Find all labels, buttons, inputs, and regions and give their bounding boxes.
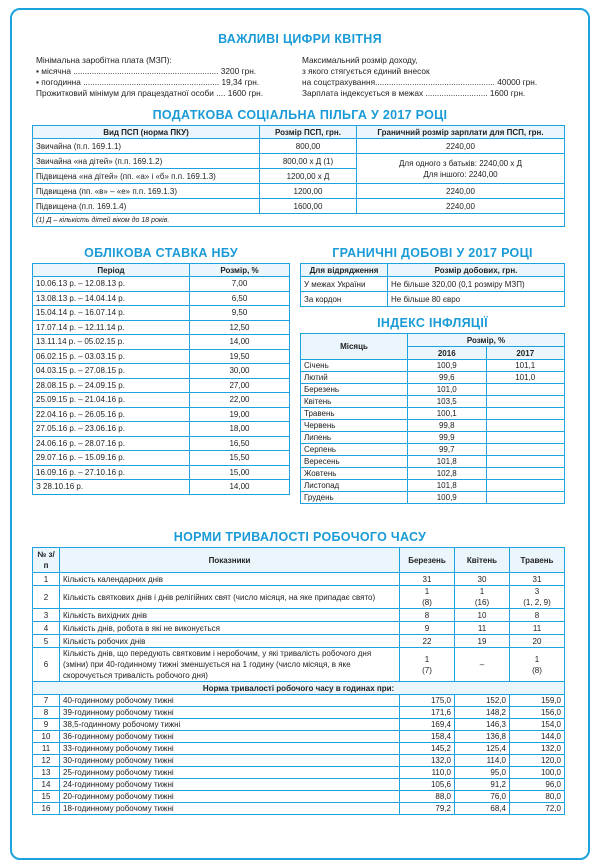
table-row	[301, 277, 565, 292]
table-cell	[486, 492, 565, 504]
table-row	[33, 480, 290, 495]
table-row	[33, 791, 565, 803]
table-cell: 14,00	[190, 480, 290, 495]
table-cell	[486, 468, 565, 480]
table-row	[301, 432, 565, 444]
tax-footnote: (1) Д – кількість дітей віком до 18 років.	[33, 214, 565, 227]
key-right-line: на соцстрахування.................................................... 40000 грн.	[302, 77, 538, 87]
table-cell: 19	[455, 635, 510, 648]
key-right-line: Максимальний розмір доходу,	[302, 55, 418, 65]
table-cell: 16	[33, 803, 60, 815]
table-cell: Серпень	[301, 444, 408, 456]
table-cell: 76,0	[455, 791, 510, 803]
table-cell: 9	[400, 622, 455, 635]
table-cell: 29.07.16 р. – 15.09.16 р.	[33, 451, 190, 466]
table-cell: Грудень	[301, 492, 408, 504]
table-row	[301, 360, 565, 372]
table-cell: У межах України	[301, 277, 388, 292]
table-row	[33, 451, 290, 466]
table-cell: 101,1	[486, 360, 565, 372]
table-cell: 13.08.13 р. – 14.04.14 р.	[33, 291, 190, 306]
table-cell: 101,8	[408, 456, 487, 468]
table-row	[33, 199, 565, 214]
table-row	[33, 743, 565, 755]
column-header: Розмір добових, грн.	[388, 264, 565, 277]
table-cell: 13	[33, 767, 60, 779]
table-cell: 06.02.15 р. – 03.03.15 р.	[33, 349, 190, 364]
table-row	[33, 609, 565, 622]
table-cell: 132,0	[400, 755, 455, 767]
table-cell: 100,1	[408, 408, 487, 420]
table-cell: Березень	[301, 384, 408, 396]
table-cell: 800,00	[260, 139, 357, 154]
column-header: Розмір ПСП, грн.	[260, 126, 357, 139]
table-cell: 38,5-годинному робочому тижні	[60, 719, 400, 731]
table-cell: 79,2	[400, 803, 455, 815]
column-header: № з/п	[33, 548, 60, 573]
table-row	[33, 291, 290, 306]
table-cell	[486, 384, 565, 396]
table-cell: 11	[33, 743, 60, 755]
table-row	[33, 755, 565, 767]
table-row	[301, 292, 565, 307]
table-row	[33, 648, 565, 682]
table-row	[301, 468, 565, 480]
key-figures-title: ВАЖЛИВІ ЦИФРИ КВІТНЯ	[218, 32, 382, 46]
table-cell: 11	[510, 622, 565, 635]
table-cell: 1 (7)	[400, 648, 455, 682]
table-cell: 31	[510, 573, 565, 586]
column-header: Показники	[60, 548, 400, 573]
table-cell: 24-годинному робочому тижні	[60, 779, 400, 791]
table-row	[301, 420, 565, 432]
table-cell: Квітень	[301, 396, 408, 408]
table-cell: 152,0	[455, 695, 510, 707]
table-cell: 101,0	[486, 372, 565, 384]
table-cell: 68,4	[455, 803, 510, 815]
table-row	[33, 277, 290, 292]
table-row	[301, 384, 565, 396]
inflation-table	[300, 333, 565, 504]
table-cell: 18,00	[190, 422, 290, 437]
table-cell: 100,9	[408, 492, 487, 504]
merged-limit-line: Для іншого: 2240,00	[423, 169, 498, 179]
table-cell: 146,3	[455, 719, 510, 731]
table-row	[33, 635, 565, 648]
table-row	[33, 154, 565, 169]
table-cell: Не більше 80 євро	[388, 292, 565, 307]
table-cell: 04.03.15 р. – 27.08.15 р.	[33, 364, 190, 379]
table-cell: 101,8	[408, 480, 487, 492]
table-cell: 4	[33, 622, 60, 635]
table-cell: 14,00	[190, 335, 290, 350]
table-cell: 72,0	[510, 803, 565, 815]
table-cell: 120,0	[510, 755, 565, 767]
table-row	[33, 335, 290, 350]
table-cell	[486, 432, 565, 444]
key-right-line: Зарплата індексується в межах ........................... 1600 грн.	[302, 88, 526, 98]
table-cell: 13.11.14 р. – 05.02.15 р.	[33, 335, 190, 350]
table-row	[33, 184, 565, 199]
nbu-rate-table	[32, 263, 290, 495]
table-cell: 18-годинному робочому тижні	[60, 803, 400, 815]
table-cell: Травень	[301, 408, 408, 420]
table-cell: Жовтень	[301, 468, 408, 480]
table-cell: 1200,00	[260, 184, 357, 199]
table-row	[33, 707, 565, 719]
table-cell: 16,50	[190, 436, 290, 451]
table-cell	[486, 396, 565, 408]
table-cell: 8	[510, 609, 565, 622]
column-header: Розмір, %	[408, 334, 565, 347]
merged-limit-line: Для одного з батьків: 2240,00 х Д	[398, 158, 522, 168]
key-right-line: з якого стягується єдиний внесок	[302, 66, 430, 76]
table-cell: 169,4	[400, 719, 455, 731]
table-cell: 101,0	[408, 384, 487, 396]
table-cell: 30,00	[190, 364, 290, 379]
table-cell: 33-годинному робочому тижні	[60, 743, 400, 755]
table-cell: 40-годинному робочому тижні	[60, 695, 400, 707]
tax-benefit-table	[32, 125, 565, 227]
column-header: Період	[33, 264, 190, 277]
table-cell: Кількість днів, робота в які не виконується	[60, 622, 400, 635]
table-row	[33, 436, 290, 451]
table-cell: 1200,00 х Д	[260, 169, 357, 184]
column-header: Місяць	[301, 334, 408, 360]
table-cell: –	[455, 648, 510, 682]
table-cell: 25-годинному робочому тижні	[60, 767, 400, 779]
table-cell: 95,0	[455, 767, 510, 779]
table-cell: 3	[33, 609, 60, 622]
table-cell: 20-годинному робочому тижні	[60, 791, 400, 803]
table-cell	[486, 420, 565, 432]
table-cell: 15,00	[190, 465, 290, 480]
table-cell: 99,6	[408, 372, 487, 384]
table-cell: Листопад	[301, 480, 408, 492]
table-cell: 91,2	[455, 779, 510, 791]
table-cell: 80,0	[510, 791, 565, 803]
table-cell: 12	[33, 755, 60, 767]
table-row	[33, 731, 565, 743]
table-cell: 7,00	[190, 277, 290, 292]
table-cell: 24.06.16 р. – 28.07.16 р.	[33, 436, 190, 451]
table-cell: 88,0	[400, 791, 455, 803]
table-cell: 5	[33, 635, 60, 648]
table-row	[301, 492, 565, 504]
table-cell: 36-годинному робочому тижні	[60, 731, 400, 743]
table-cell: Кількість робочих днів	[60, 635, 400, 648]
table-row	[33, 586, 565, 609]
table-row	[301, 456, 565, 468]
table-cell: 99,9	[408, 432, 487, 444]
table-cell: 1600,00	[260, 199, 357, 214]
table-cell: За кордон	[301, 292, 388, 307]
table-cell	[486, 480, 565, 492]
table-row	[33, 779, 565, 791]
table-row	[33, 767, 565, 779]
table-cell: 10.06.13 р. – 12.08.13 р.	[33, 277, 190, 292]
table-row	[301, 408, 565, 420]
table-row	[33, 393, 290, 408]
table-cell: 144,0	[510, 731, 565, 743]
table-cell: 22,00	[190, 393, 290, 408]
table-cell: 1	[33, 573, 60, 586]
table-cell: 159,0	[510, 695, 565, 707]
table-cell: 25.09.15 р. – 21.04.16 р.	[33, 393, 190, 408]
table-cell: 27,00	[190, 378, 290, 393]
table-row	[33, 465, 290, 480]
table-row	[33, 320, 290, 335]
table-cell: 2240,00	[357, 199, 565, 214]
table-cell: 16.09.16 р. – 27.10.16 р.	[33, 465, 190, 480]
table-cell: Підвищена (пп. «в» – «е» п.п. 169.1.3)	[33, 184, 260, 199]
table-cell: 20	[510, 635, 565, 648]
table-cell: 99,7	[408, 444, 487, 456]
table-cell: 2240,00	[357, 139, 565, 154]
table-cell: 154,0	[510, 719, 565, 731]
table-cell: Липень	[301, 432, 408, 444]
table-cell: 6,50	[190, 291, 290, 306]
column-header: Розмір, %	[190, 264, 290, 277]
table-cell: 96,0	[510, 779, 565, 791]
table-cell: 148,2	[455, 707, 510, 719]
table-row	[33, 719, 565, 731]
key-left-line: ▪ погодинна ........................................................... 19,34 грн.	[36, 77, 260, 87]
table-cell: 110,0	[400, 767, 455, 779]
inflation-title: ІНДЕКС ІНФЛЯЦІЇ	[377, 316, 488, 330]
table-cell: 171,6	[400, 707, 455, 719]
table-row	[33, 378, 290, 393]
table-cell: 15,50	[190, 451, 290, 466]
table-cell: 15.04.14 р. – 16.07.14 р.	[33, 306, 190, 321]
table-row	[33, 139, 565, 154]
table-cell: Підвищена (п.п. 169.1.4)	[33, 199, 260, 214]
table-cell: 9,50	[190, 306, 290, 321]
table-cell: Січень	[301, 360, 408, 372]
table-cell: 8	[33, 707, 60, 719]
table-cell: 6	[33, 648, 60, 682]
table-row	[33, 622, 565, 635]
merged-limit-cell	[357, 154, 565, 184]
table-cell: 10	[33, 731, 60, 743]
table-cell	[486, 408, 565, 420]
table-cell: 31	[400, 573, 455, 586]
table-cell	[486, 456, 565, 468]
key-left-line: Мінімальна заробітна плата (МЗП):	[36, 55, 172, 65]
table-cell: 22	[400, 635, 455, 648]
column-header: Травень	[510, 548, 565, 573]
table-cell: 27.05.16 р. – 23.06.16 р.	[33, 422, 190, 437]
column-header: Вид ПСП (норма ПКУ)	[33, 126, 260, 139]
table-cell: 19,50	[190, 349, 290, 364]
column-header: Граничний розмір зарплати для ПСП, грн.	[357, 126, 565, 139]
table-cell: 19,00	[190, 407, 290, 422]
table-cell: З 28.10.16 р.	[33, 480, 190, 495]
table-cell: 1 (8)	[510, 648, 565, 682]
table-cell: Кількість вихідних днів	[60, 609, 400, 622]
table-cell: 30-годинному робочому тижні	[60, 755, 400, 767]
table-cell: 28.08.15 р. – 24.09.15 р.	[33, 378, 190, 393]
table-cell: Лютий	[301, 372, 408, 384]
table-cell: 158,4	[400, 731, 455, 743]
table-cell: 114,0	[455, 755, 510, 767]
table-row	[33, 306, 290, 321]
table-cell: Кількість календарних днів	[60, 573, 400, 586]
table-row	[33, 407, 290, 422]
table-row	[33, 364, 290, 379]
table-cell: Вересень	[301, 456, 408, 468]
table-row	[33, 695, 565, 707]
table-cell: 30	[455, 573, 510, 586]
table-cell: 136,8	[455, 731, 510, 743]
norms-subheader: Норма тривалості робочого часу в годинах при:	[33, 682, 565, 695]
table-row	[33, 803, 565, 815]
table-cell: 800,00 х Д (1)	[260, 154, 357, 169]
column-header: Для відрядження	[301, 264, 388, 277]
table-cell: 156,0	[510, 707, 565, 719]
table-cell: 1 (16)	[455, 586, 510, 609]
table-row	[33, 422, 290, 437]
column-header: 2016	[408, 347, 487, 360]
table-cell: 2	[33, 586, 60, 609]
table-cell: 7	[33, 695, 60, 707]
table-cell: 8	[400, 609, 455, 622]
table-cell: 15	[33, 791, 60, 803]
table-cell: 2240,00	[357, 184, 565, 199]
table-cell: 1 (8)	[400, 586, 455, 609]
table-cell	[486, 444, 565, 456]
table-cell: Звичайна (п.п. 169.1.1)	[33, 139, 260, 154]
table-cell: Кількість святкових днів і днів релігійних свят (число місяця, на яке припадає свято)	[60, 586, 400, 609]
work-norms-title: НОРМИ ТРИВАЛОСТІ РОБОЧОГО ЧАСУ	[173, 530, 427, 544]
table-cell: Звичайна «на дітей» (п.п. 169.1.2)	[33, 154, 260, 169]
table-cell: 11	[455, 622, 510, 635]
table-row	[301, 372, 565, 384]
key-left-line: ▪ місячна ............................................................... 3200 грн.	[36, 66, 257, 76]
table-row	[301, 480, 565, 492]
table-cell: 99,8	[408, 420, 487, 432]
table-row	[301, 444, 565, 456]
table-cell: 14	[33, 779, 60, 791]
daily-allowance-title: ГРАНИЧНІ ДОБОВІ У 2017 РОЦІ	[332, 246, 533, 260]
table-cell: 3 (1, 2, 9)	[510, 586, 565, 609]
table-cell: 100,9	[408, 360, 487, 372]
table-cell: 102,8	[408, 468, 487, 480]
table-row	[301, 396, 565, 408]
table-cell: 12,50	[190, 320, 290, 335]
table-row	[33, 349, 290, 364]
table-cell: Не більше 320,00 (0,1 розміру МЗП)	[388, 277, 565, 292]
work-norms-table	[32, 547, 565, 815]
table-cell: 17.07.14 р. – 12.11.14 р.	[33, 320, 190, 335]
table-row	[33, 573, 565, 586]
table-cell: Підвищена «на дітей» (пп. «а» і «б» п.п. 169.1.3)	[33, 169, 260, 184]
column-header: 2017	[486, 347, 565, 360]
tax-benefit-title: ПОДАТКОВА СОЦІАЛЬНА ПІЛЬГА У 2017 РОЦІ	[152, 108, 448, 122]
table-cell: 175,0	[400, 695, 455, 707]
table-cell: 132,0	[510, 743, 565, 755]
table-cell: 145,2	[400, 743, 455, 755]
table-cell: 10	[455, 609, 510, 622]
table-cell: 9	[33, 719, 60, 731]
table-cell: Кількість днів, що передують святковим і неробочим, у які тривалість робочого дня (зміни) при 40-годинному тижні зменшується на 1 годину (число місяця, в яке скорочується тривалість робочого дня)	[60, 648, 400, 682]
key-left-line: Прожитковий мінімум для працездатної особи .... 1600 грн.	[36, 88, 264, 98]
column-header: Квітень	[455, 548, 510, 573]
table-cell: 39-годинному робочому тижні	[60, 707, 400, 719]
daily-allowance-table	[300, 263, 565, 307]
column-header: Березень	[400, 548, 455, 573]
table-cell: 103,5	[408, 396, 487, 408]
nbu-rate-title: ОБЛІКОВА СТАВКА НБУ	[84, 246, 238, 260]
table-cell: 22.04.16 р. – 26.05.16 р.	[33, 407, 190, 422]
table-cell: 105,6	[400, 779, 455, 791]
table-cell: 125,4	[455, 743, 510, 755]
table-cell: Червень	[301, 420, 408, 432]
table-cell: 100,0	[510, 767, 565, 779]
